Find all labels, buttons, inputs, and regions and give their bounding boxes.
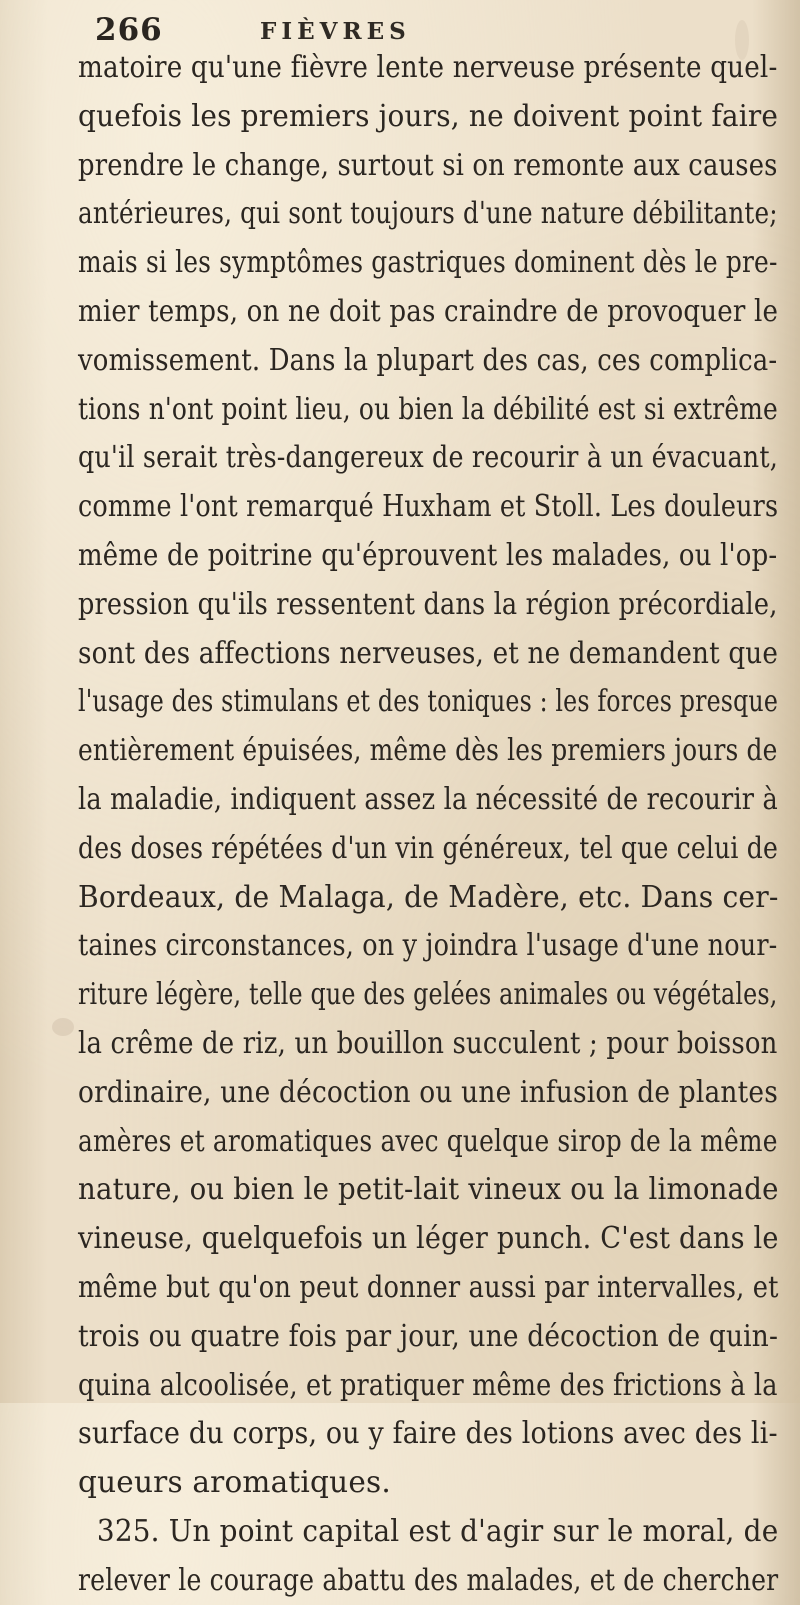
text-line: nature, ou bien le petit-lait vineux ou la limonade: [78, 1172, 779, 1207]
text-line: mier temps, on ne doit pas craindre de provoquer le: [78, 293, 779, 328]
text-line: relever le courage abattu des malades, et de chercher: [78, 1562, 779, 1597]
text-line: surface du corps, ou y faire des lotions avec des li-: [78, 1416, 778, 1451]
page-number: 266: [95, 12, 163, 48]
text-line: qu'il serait très-dangereux de recourir à un évacuant,: [78, 440, 778, 475]
text-line: ordinaire, une décoction ou une infusion de plantes: [78, 1074, 778, 1109]
text-line: vineuse, quelquefois un léger punch. C'est dans le: [78, 1221, 779, 1256]
body-text: [78, 43, 793, 1605]
text-line: même but qu'on peut donner aussi par intervalles, et: [78, 1269, 779, 1304]
running-head: FIÈVRES: [260, 18, 411, 45]
text-line: des doses répétées d'un vin généreux, tel que celui de: [78, 830, 779, 865]
page-header: [95, 12, 735, 46]
text-line: taines circonstances, on y joindra l'usage d'une nour-: [78, 928, 778, 963]
text-line: riture légère, telle que des gelées animales ou végétales,: [78, 977, 778, 1012]
text-line: pression qu'ils ressentent dans la région précordiale,: [78, 586, 778, 621]
text-line: la crême de riz, un bouillon succulent ; pour boisson: [78, 1025, 778, 1060]
text-line: même de poitrine qu'éprouvent les malades, ou l'op-: [78, 537, 778, 572]
text-line: queurs aromatiques.: [78, 1465, 391, 1500]
text-line: Bordeaux, de Malaga, de Madère, etc. Dans cer-: [78, 879, 779, 914]
text-line: mais si les symptômes gastriques dominent dès le pre-: [78, 245, 778, 280]
text-line: comme l'ont remarqué Huxham et Stoll. Les douleurs: [78, 489, 779, 524]
paragraph-start-line: 325. Un point capital est d'agir sur le moral, de: [96, 1513, 779, 1548]
text-line: quefois les premiers jours, ne doivent point faire: [78, 98, 779, 133]
text-line: prendre le change, surtout si on remonte aux causes: [78, 147, 778, 182]
text-line: l'usage des stimulans et des toniques : les forces presque: [78, 684, 779, 719]
text-line: quina alcoolisée, et pratiquer même des frictions à la: [78, 1367, 778, 1402]
text-line: entièrement épuisées, même dès les premiers jours de: [78, 733, 778, 768]
paper-stain: [52, 1018, 74, 1036]
text-line: tions n'ont point lieu, ou bien la débilité est si extrême: [78, 391, 778, 426]
text-line: vomissement. Dans la plupart des cas, ces complica-: [78, 342, 778, 377]
text-line: trois ou quatre fois par jour, une décoction de quin-: [78, 1318, 779, 1353]
text-line: antérieures, qui sont toujours d'une nature débilitante;: [78, 196, 778, 231]
text-line: amères et aromatiques avec quelque sirop de la même: [78, 1123, 778, 1158]
text-line: matoire qu'une fièvre lente nerveuse présente quel-: [78, 50, 778, 84]
text-line: sont des affections nerveuses, et ne demandent que: [78, 635, 779, 670]
text-line: la maladie, indiquent assez la nécessité de recourir à: [78, 781, 778, 816]
